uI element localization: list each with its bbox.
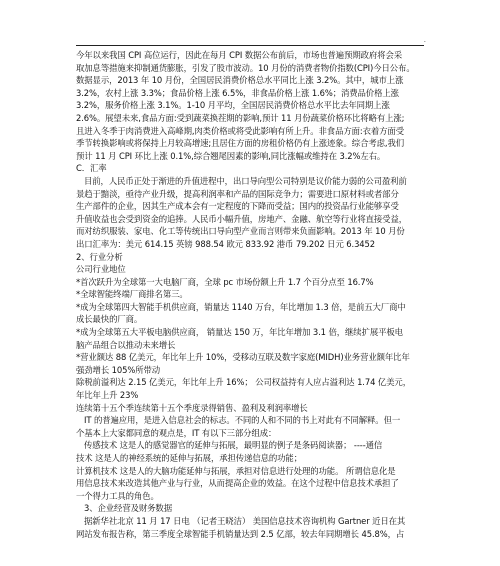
document-body bbox=[76, 49, 430, 540]
text-line: 今年以来我国 CPI 高位运行，因此在每月 CPI 数据公布前后，市场也普遍预期政府将会采 bbox=[76, 50, 403, 60]
text-line: 连续第十五个季连续第十五个季度录得销售、盈利及利润率增长 bbox=[76, 402, 308, 413]
header-rule bbox=[76, 45, 424, 46]
text-line: 且进入冬季于肉消费进入高峰期,肉类价格或将受此影响有所上升。非食品方面:衣着方面受 bbox=[76, 125, 405, 136]
text-line: 个基本上大家都同意的观点是，IT 有以下三部分组成： bbox=[76, 427, 277, 438]
text-line: *营业额达 88 亿美元，年比年上升 10%，受移动互联及数字家庭(MIDH)业务营业额年比年 bbox=[76, 352, 410, 363]
text-line: 用信息技术来改造其他产业与行业，从而提高企业的效益。在这个过程中信息技术承担了 bbox=[76, 478, 399, 489]
text-line: 季节转换影响或将保持上月较高增速;且居住方面的房租价格仍有上涨迹象。综合考虑,我们 bbox=[76, 138, 405, 149]
text-line: 2.6%。展望未来,食品方面:受到蔬菜换茬期的影响,预计 11 月份蔬菜价格环比将略有上涨; bbox=[76, 112, 405, 123]
text-line: 出口汇率为：美元 614.15 英镑 988.54 欧元 833.92 港币 79.202 日元 6.3452 bbox=[76, 238, 375, 249]
text-line: *成为全球第四大智能手机供应商，销量达 1140 万台，年比增加 1.3 倍，是前五大厂商中 bbox=[76, 301, 406, 312]
text-line: 生产部件的企业，因其生产成本会有一定程度的下降而受益；国内的投资品行业能够享受 bbox=[76, 201, 399, 212]
text-line: IT 的普遍应用，是进入信息社会的标志。不同的人和不同的书上对此有不同解释。但一 bbox=[84, 415, 401, 426]
text-line: 取加息等措施来抑制通货膨胀，引发了股市波动。10 月份的消费者物价指数(CPI)今日公布。 bbox=[76, 62, 415, 73]
text-line: 3.2%，服务价格上涨 3.1%。1-10 月平均，全国居民消费价格总水平比去年同期上涨 bbox=[76, 100, 390, 111]
text-line: *全球智能终端厂商排名第三。 bbox=[76, 289, 188, 300]
text-line: 强劲增长 105%所带动 bbox=[76, 364, 161, 375]
text-line: 年比年上升 23% bbox=[76, 390, 139, 401]
text-line: 网站发布报告称，第三季度全球智能手机销量达到 2.5 亿部，较去年同期增长 45.8%，占 bbox=[76, 528, 405, 539]
text-line: 3.2%，农村上涨 3.3%；食品价格上涨 6.5%，非食品价格上涨 1.6%；消费品价格上涨 bbox=[76, 87, 399, 98]
text-line: 计算机技术 这是人的大脑功能延伸与拓展，承担对信息进行处理的功能。 所谓信息化是 bbox=[76, 465, 396, 476]
text-line: 3、企业经营及财务数据 bbox=[84, 503, 172, 514]
header-corner-mark: . bbox=[423, 36, 426, 44]
text-line: 传感技术 这是人的感觉器官的延伸与拓展，最明显的例子是条码阅读器； ----通信 bbox=[84, 440, 383, 451]
text-line: 目前，人民币正处于渐进的升值进程中，出口导向型公司特别是议价能力弱的公司盈利前 bbox=[84, 175, 407, 186]
text-line: 除税前溢利达 2.15 亿美元，年比年上升 16%； 公司权益持有人应占溢利达 1.74 亿美元， bbox=[76, 377, 411, 388]
text-line: 预计 11 月 CPI 环比上涨 0.1%,综合翘尾因素的影响,同比涨幅或维持在 3.2%左右。 bbox=[76, 150, 386, 161]
text-line: 2、行业分析 bbox=[76, 251, 123, 262]
text-line: 脑产品组合以推动未来增长 bbox=[76, 339, 176, 350]
text-line: 技术 这是人的神经系统的延伸与拓展，承担传递信息的功能； bbox=[76, 453, 302, 463]
text-line: 升值收益也会受到资金的追捧。人民币小幅升值，房地产、金融、航空等行业将直接受益， bbox=[76, 213, 407, 224]
text-line: *成为全球第五大平板电脑供应商， 销量达 150 万，年比年增加 3.1 倍，继续扩展平板电 bbox=[76, 327, 403, 338]
text-line: 公司行业地位 bbox=[76, 264, 126, 275]
text-line: 一个得力工具的角色。 bbox=[76, 490, 159, 501]
text-line: 据新华社北京 11 月 17 日电 （记者王晓洁） 美国信息技术咨询机构 Gartner 近日在其 bbox=[84, 515, 406, 526]
text-line: C．汇率 bbox=[76, 163, 107, 174]
text-line: 而对纺织服装、家电、化工等传统出口导向型产业而言则带来负面影响。2013 年 10 月份 bbox=[76, 226, 405, 237]
text-line: 数据显示，2013 年 10 月份，全国居民消费价格总水平同比上涨 3.2%。其中，城市上涨 bbox=[76, 75, 404, 86]
text-line: 景趋于黯淡，亟待产业升级，提高利润率和产品的国际竞争力；需要进口原材料或者部分 bbox=[76, 188, 399, 199]
text-line: 成长最快的厂商。 bbox=[76, 314, 143, 325]
text-line: *首次跃升为全球第一大电脑厂商，全球 pc 市场份额上升 1.7 个百分点至 16.7% bbox=[76, 276, 374, 287]
